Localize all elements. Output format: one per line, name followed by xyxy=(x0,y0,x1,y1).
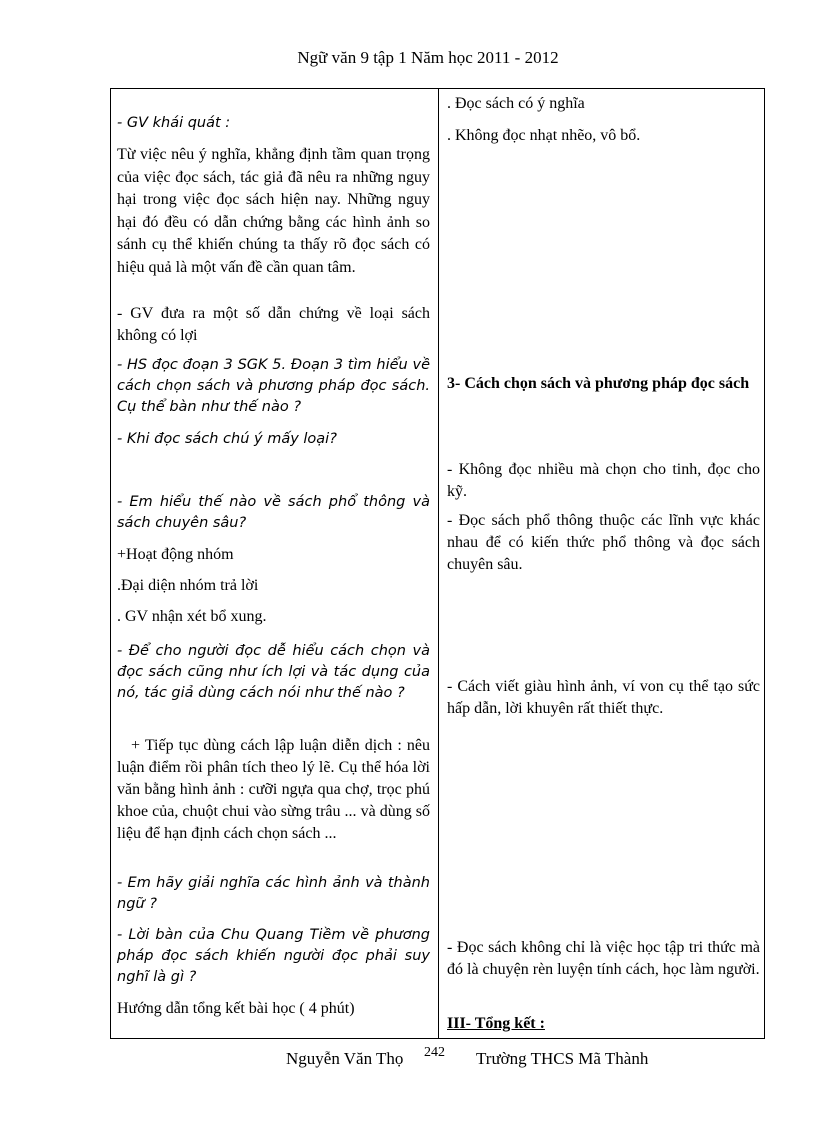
general-and-deep-reading: - Đọc sách phổ thông thuộc các lĩnh vực khác nhau để có kiến thức phổ thông và đọc sách chuyên sâu. xyxy=(447,512,760,573)
gv-comment: . GV nhận xét bổ xung. xyxy=(117,608,267,625)
no-bland-reading: . Không đọc nhạt nhẽo, vô bổ. xyxy=(447,127,641,144)
gv-summary-label: - GV khái quát : xyxy=(117,115,231,131)
meaningful-reading: . Đọc sách có ý nghĩa xyxy=(447,95,585,112)
gv-examples-note: - GV đưa ra một số dẫn chứng về loại sách không có lợi xyxy=(117,305,430,344)
choose-carefully: - Không đọc nhiều mà chọn cho tinh, đọc cho kỹ. xyxy=(447,461,760,500)
vivid-writing-style: - Cách viết giàu hình ảnh, ví von cụ thể tạo sức hấp dẫn, lời khuyên rất thiết thực. xyxy=(447,678,760,717)
section-3-heading: 3- Cách chọn sách và phương pháp đọc sách xyxy=(447,375,750,392)
question-book-kinds: - Em hiểu thế nào về sách phổ thông và sách chuyên sâu? xyxy=(117,494,430,531)
summary-paragraph: Từ việc nêu ý nghĩa, khẳng định tầm quan trọng của việc đọc sách, tác giả đã nêu ra những nguy hại trong việc đọc sách hiện nay. Những nguy hại đó đều có dẫn chứng bằng các hình ảnh so sánh cụ thể khiến chúng ta thấy rõ đọc sách có hiệu quả là một vấn đề cần quan tâm. xyxy=(117,146,430,276)
footer-school: Trường THCS Mã Thành xyxy=(476,1049,649,1068)
group-answer: .Đại diện nhóm trả lời xyxy=(117,577,259,594)
answer-deduction: + Tiếp tục dùng cách lập luận diễn dịch : nêu luận điểm rồi phân tích theo lý lẽ. Cụ thể hóa lời văn bằng hình ảnh : cưỡi ngựa qua chợ, trọc phú khoe của, chuột chui vào sừng trâu ... và dùng số liệu để hạn định cách chọn sách ... xyxy=(117,737,430,842)
page-number: 242 xyxy=(424,1045,445,1060)
question-types: - Khi đọc sách chú ý mấy loại? xyxy=(117,431,337,447)
lesson-table xyxy=(110,88,765,1039)
column-divider xyxy=(438,89,439,1038)
question-reading: - HS đọc đoạn 3 SGK 5. Đoạn 3 tìm hiểu về cách chọn sách và phương pháp đọc sách. Cụ thể bàn như thế nào ? xyxy=(117,357,430,415)
section-3-summary-heading: III- Tổng kết : xyxy=(447,1015,545,1032)
lesson-summary-guide: Hướng dẫn tổng kết bài học ( 4 phút) xyxy=(117,1000,355,1017)
page-header: Ngữ văn 9 tập 1 Năm học 2011 - 2012 xyxy=(297,48,559,67)
question-chu-quang-tiem: - Lời bàn của Chu Quang Tiềm về phương pháp đọc sách khiến người đọc phải suy nghĩ là gì ? xyxy=(117,927,430,985)
reading-builds-character: - Đọc sách không chỉ là việc học tập tri thức mà đó là chuyện rèn luyện tính cách, học làm người. xyxy=(447,939,760,978)
question-images-idioms: - Em hãy giải nghĩa các hình ảnh và thành ngữ ? xyxy=(117,875,430,912)
group-activity: +Hoạt động nhóm xyxy=(117,546,234,563)
footer-author: Nguyễn Văn Thọ xyxy=(286,1049,404,1068)
question-writing-style: - Để cho người đọc dễ hiểu cách chọn và đọc sách cũng như ích lợi và tác dụng của nó, tác giả dùng cách nói như thế nào ? xyxy=(117,643,430,701)
